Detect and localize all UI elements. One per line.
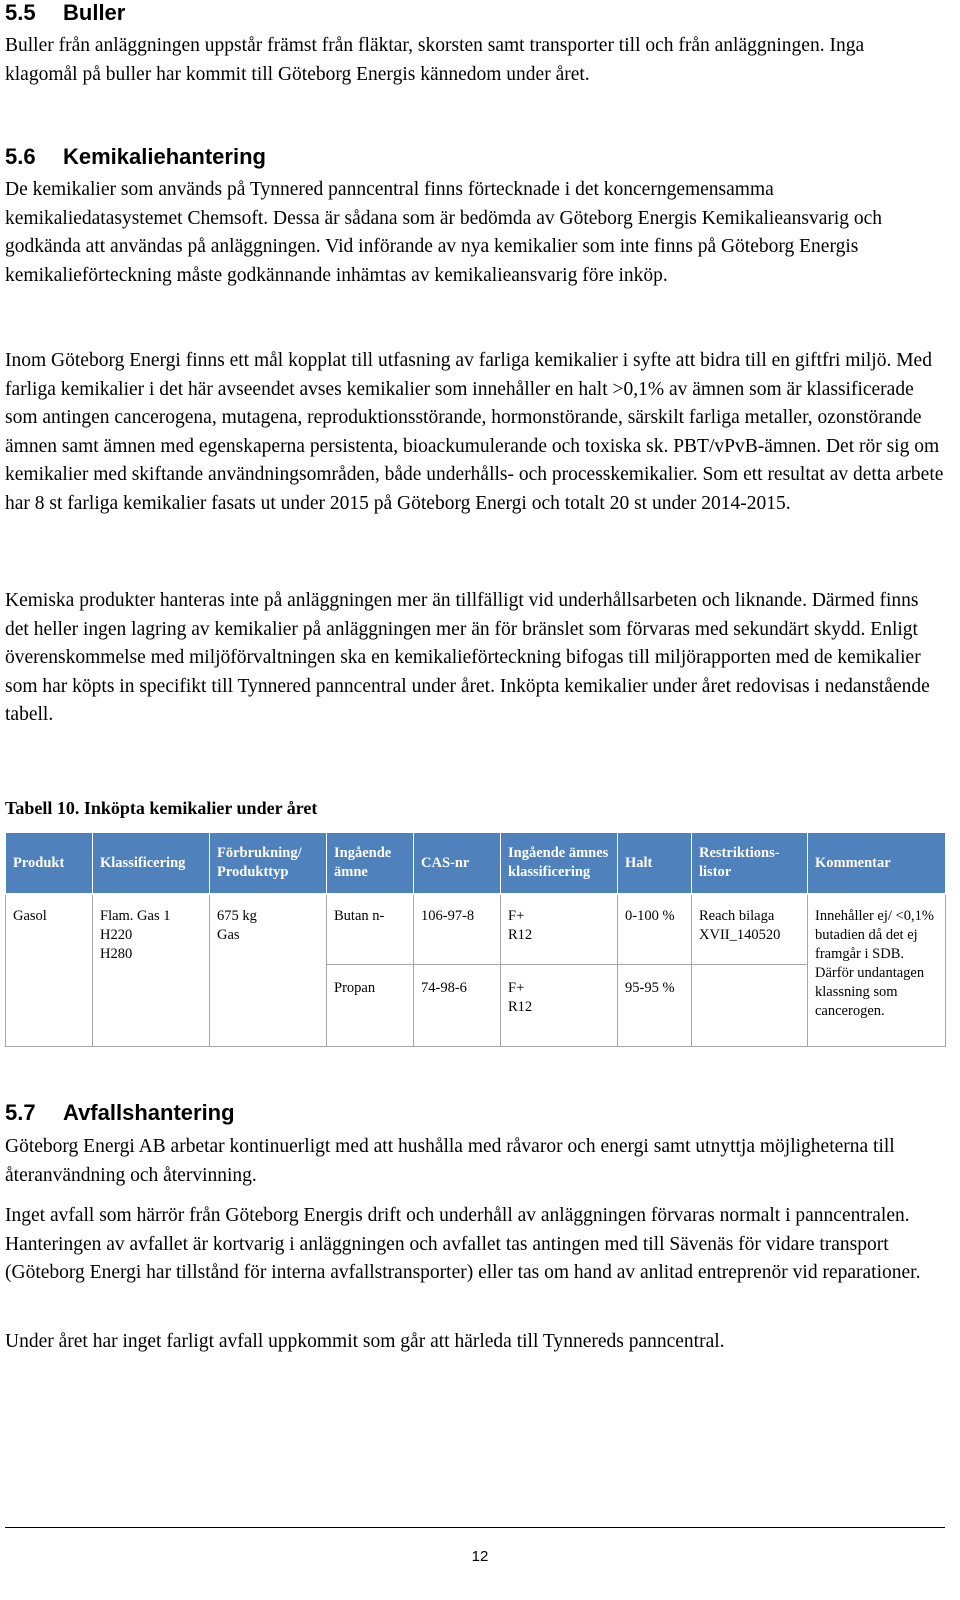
section-title: Avfallshantering — [63, 1100, 235, 1125]
cell-halt: 0-100 % — [618, 894, 692, 964]
paragraph: Kemiska produkter hanteras inte på anläggningen mer än tillfälligt vid underhållsarbeten och liknande. Därmed finns det heller ingen lagring av kemikalier på anläggningen mer än för bränslet som förvaras med sekundärt skydd. Enligt överenskommelse med miljöförvaltningen ska en kemikalieförteckning bifogas till miljörapporten med de kemikalier som har köpts in specifikt till Tynnered panncentral under året. Inköpta kemikalier under året redovisas i nedanstående tabell. — [5, 590, 930, 725]
cell-restriktionslistor — [692, 964, 808, 1046]
cell-produkt: Gasol — [6, 894, 93, 1046]
column-header: Klassificering — [93, 833, 210, 895]
table-header-row — [6, 833, 946, 895]
cell-line: XVII_140520 — [699, 927, 781, 943]
column-header: Restriktions-listor — [692, 833, 808, 895]
cell-forbrukning — [210, 894, 327, 1046]
cell-line: H280 — [100, 946, 133, 962]
cell-line: R12 — [508, 927, 533, 943]
column-header: CAS-nr — [414, 833, 501, 895]
section-heading-kemikaliehantering — [5, 144, 266, 170]
section-title: Kemikaliehantering — [63, 144, 266, 169]
cell-line: F+ — [508, 979, 525, 996]
section-number: 5.7 — [5, 1100, 36, 1125]
paragraph: Inget avfall som härrör från Göteborg Energis drift och underhåll av anläggningen förvaras normalt i panncentralen. Hanteringen av avfallet är kortvarig i anläggningen och avfallet tas antingen med till Sävenäs för vidare transport (Göteborg Energi har tillstånd för interna avfallstransporter) eller tas om hand av anlitad entreprenör vid reparationer. — [5, 1205, 921, 1283]
section-heading-avfallshantering — [5, 1100, 235, 1126]
section-number: 5.6 — [5, 144, 36, 169]
cell-amne-klassificering — [501, 964, 618, 1046]
paragraph: Under året har inget farligt avfall uppkommit som går att härleda till Tynnereds panncentral. — [5, 1331, 725, 1352]
chemicals-table — [5, 832, 946, 1047]
cell-line: F+ — [508, 908, 525, 924]
paragraph: Inom Göteborg Energi finns ett mål kopplat till utfasning av farliga kemikalier i syfte att bidra till en giftfri miljö. Med farliga kemikalier i det här avseendet avses kemikalier som innehåller en halt >0,1% av ämnen som är klassificerade som antingen cancerogena, mutagena, reproduktionsstörande, hormonstörande, särskilt farliga metaller, ozonstörande ämnen samt ämnen med egenskaperna persistenta, bioackumulerande och toxiska sk. PBT/vPvB-ämnen. Det rör sig om kemikalier med skiftande användningsområden, både underhålls- och processkemikalier. Som ett resultat av detta arbete har 8 st farliga kemikalier fasats ut under 2015 på Göteborg Energi och totalt 20 st under 2014-2015. — [5, 350, 944, 514]
page-number: 12 — [471, 1548, 489, 1565]
cell-cas: 74-98-6 — [414, 964, 501, 1046]
table-caption: Tabell 10. Inköpta kemikalier under året — [5, 798, 318, 818]
section-number: 5.5 — [5, 0, 36, 25]
cell-amne: Butan n- — [327, 894, 414, 964]
cell-kommentar: Innehåller ej/ <0,1% butadien då det ej framgår i SDB. Därför undantagen klassning som cancerogen. — [808, 894, 946, 1046]
section-heading-buller — [5, 0, 125, 26]
column-header: Ingående ämne — [327, 833, 414, 895]
cell-line: Reach bilaga — [699, 908, 775, 924]
cell-line: Gas — [217, 927, 240, 943]
cell-amne-klassificering — [501, 894, 618, 964]
cell-klassificering — [93, 894, 210, 1046]
paragraph: Buller från anläggningen uppstår främst från fläktar, skorsten samt transporter till och från anläggningen. Inga klagomål på buller har kommit till Göteborg Energis kännedom under året. — [5, 35, 865, 85]
table-row — [6, 894, 946, 964]
cell-halt: 95-95 % — [618, 964, 692, 1046]
column-header: Förbrukning/ Produkttyp — [210, 833, 327, 895]
column-header: Produkt — [6, 833, 93, 895]
cell-line: 675 kg — [217, 908, 257, 924]
cell-line: R12 — [508, 998, 533, 1015]
cell-amne: Propan — [327, 964, 414, 1046]
cell-line: H220 — [100, 927, 133, 943]
section-title: Buller — [63, 0, 126, 25]
cell-restriktionslistor — [692, 894, 808, 964]
paragraph: De kemikalier som används på Tynnered panncentral finns förtecknade i det koncerngemensamma kemikaliedatasystemet Chemsoft. Dessa är sådana som är bedömda av Göteborg Energis Kemikalieansvarig och godkända att användas på anläggningen. Vid införande av nya kemikalier som inte finns på Göteborg Energis kemikalieförteckning måste godkännande inhämtas av kemikalieansvarig före inköp. — [5, 179, 883, 286]
cell-cas: 106-97-8 — [414, 894, 501, 964]
cell-line: Flam. Gas 1 — [100, 908, 171, 924]
column-header: Kommentar — [808, 833, 946, 895]
column-header: Ingående ämnes klassificering — [501, 833, 618, 895]
paragraph: Göteborg Energi AB arbetar kontinuerligt med att hushålla med råvaror och energi samt utnyttja möjligheterna till återanvändning och återvinning. — [5, 1136, 895, 1186]
footer-rule — [5, 1527, 945, 1528]
column-header: Halt — [618, 833, 692, 895]
